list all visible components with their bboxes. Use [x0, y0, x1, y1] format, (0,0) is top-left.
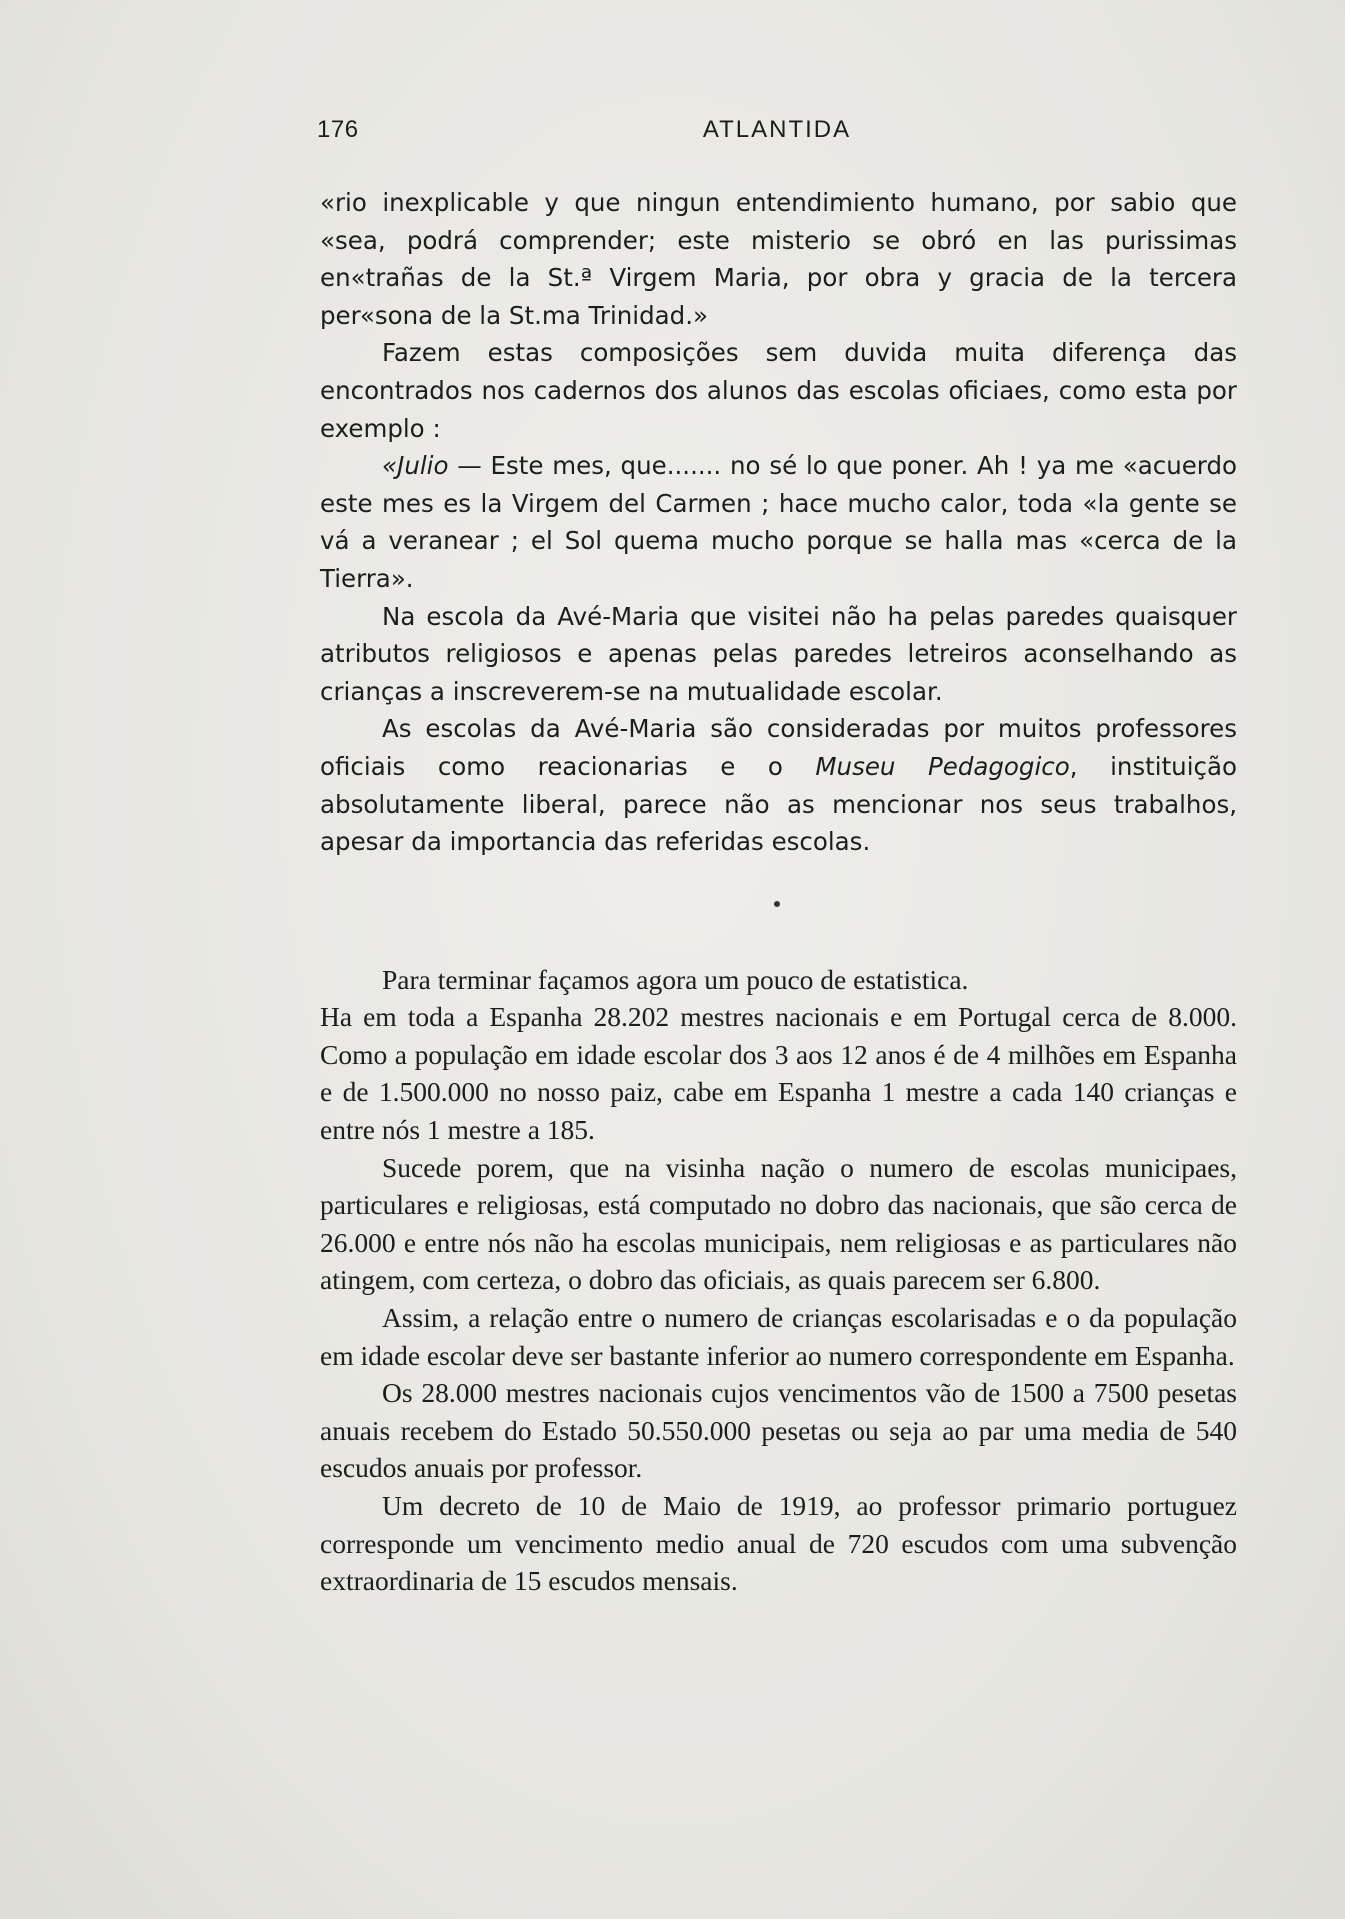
separator-dot	[774, 901, 780, 907]
paragraph-text: , instituição absolutamente liberal, parece não as mencionar nos seus trabalhos, apesar da importancia das referidas escolas.	[320, 751, 1237, 857]
paragraph: Para terminar façamos agora um pouco de estatistica.	[382, 963, 969, 995]
paragraph: Na escola da Avé-Maria que visitei não ha pelas paredes quaisquer atributos religiosos e apenas pelas paredes letreiros aconselhando as crianças a inscreverem-se na mutualidade escolar.	[320, 601, 1237, 706]
paragraph-text: As escolas da Avé-Maria são consideradas por muitos professores oficiais como reacionarias e o	[320, 714, 1237, 781]
paragraph: Ha em toda a Espanha 28.202 mestres nacionais e em Portugal cerca de 8.000. Como a população em idade escolar dos 3 aos 12 anos é de 4 milhões em Espanha e de 1.500.000 no nosso paiz, cabe em Espanha 1 mestre a cada 140 crianças e entre nós 1 mestre a 185.	[320, 1001, 1237, 1146]
paragraph: Os 28.000 mestres nacionais cujos vencimentos vão de 1500 a 7500 pesetas anuais recebem do Estado 50.550.000 pesetas ou seja ao par uma media de 540 escudos anuais por professor.	[320, 1377, 1237, 1484]
section-quotes	[320, 184, 1237, 861]
page-header	[317, 116, 1237, 152]
page-number: 176	[317, 116, 359, 143]
running-title: ATLANTIDA	[702, 116, 852, 143]
body-text	[320, 184, 1237, 1600]
emphasis: Museu Pedagogico	[815, 751, 1070, 781]
section-statistics	[320, 961, 1237, 1600]
paragraph	[320, 447, 1237, 597]
paragraph	[320, 710, 1237, 860]
paragraph: Sucede porem, que na visinha nação o numero de escolas municipaes, particulares e religiosas, está computado no dobro das nacionais, que são cerca de 26.000 e entre nós não ha escolas municipais, nem religiosas e as particulares não atingem, com certeza, o dobro das oficiais, as quais parecem ser 6.800.	[320, 1151, 1237, 1296]
paragraph: Fazem estas composições sem duvida muita diferença das encontrados nos cadernos dos alunos das escolas oficiaes, como esta por exemplo :	[320, 338, 1237, 443]
paragraph: Assim, a relação entre o numero de crianças escolarisadas e o da população em idade escolar deve ser bastante inferior ao numero correspondente em Espanha.	[320, 1302, 1237, 1371]
emphasis: «Julio	[382, 451, 449, 481]
section-separator	[320, 861, 1237, 961]
paragraph: «rio inexplicable y que ningun entendimiento humano, por sabio que «sea, podrá comprender; este misterio se obró en las purissimas en«trañas de la St.ª Virgem Maria, por obra y gracia de la tercera per«sona de la St.ma Trinidad.»	[320, 188, 1237, 330]
paragraph: Um decreto de 10 de Maio de 1919, ao professor primario portuguez corresponde um vencimento medio anual de 720 escudos com uma subvenção extraordinaria de 15 escudos mensais.	[320, 1490, 1237, 1597]
paragraph-text: — Este mes, que....... no sé lo que poner. Ah ! ya me «acuerdo este mes es la Virgem del Carmen ; hace mucho calor, toda «la gente se vá a veranear ; el Sol quema mucho porque se halla mas «cerca de la Tierra».	[320, 451, 1237, 593]
